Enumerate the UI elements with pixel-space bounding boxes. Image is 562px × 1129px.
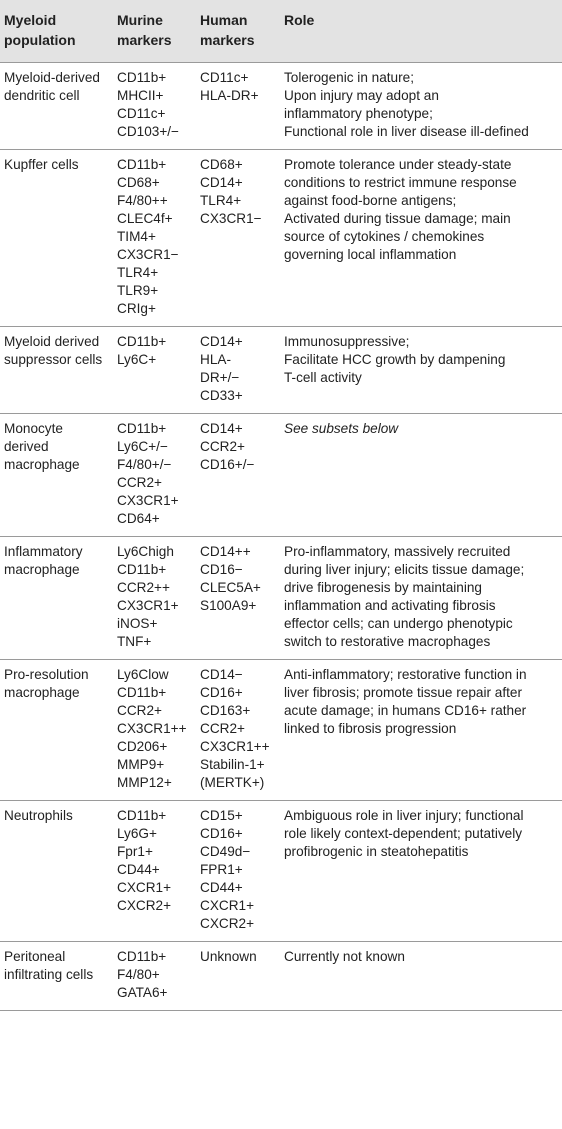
murine-marker: TNF+: [117, 634, 152, 649]
role-line: acute damage; in humans CD16+ rather: [284, 703, 527, 718]
murine-marker: CD103+/−: [117, 124, 179, 139]
table-row: [0, 801, 562, 942]
role-cell: [280, 150, 562, 327]
human-marker: (MERTK+): [200, 775, 265, 790]
role-line: effector cells; can undergo phenotypic: [284, 616, 513, 631]
population-line: Kupffer cells: [4, 157, 79, 172]
role-line: Pro-inflammatory, massively recruited: [284, 544, 511, 559]
human-marker: DR+/−: [200, 370, 240, 385]
header-murine: [113, 0, 196, 63]
role-line: Anti-inflammatory; restorative function in: [284, 667, 527, 682]
header-human: [196, 0, 280, 63]
role-line: Ambiguous role in liver injury; functional: [284, 808, 524, 823]
header-murine-line: Murine: [117, 12, 163, 28]
murine-marker: CD11b+: [117, 808, 167, 823]
header-human-line: markers: [200, 32, 255, 48]
role-cell: [280, 660, 562, 801]
population-cell: [0, 537, 113, 660]
population-cell: [0, 801, 113, 942]
population-line: suppressor cells: [4, 352, 103, 367]
human-marker: FPR1+: [200, 862, 243, 877]
murine-marker: F4/80+: [117, 967, 160, 982]
murine-marker: CX3CR1+: [117, 493, 179, 508]
human-markers-cell: [196, 801, 280, 942]
role-cell: [280, 327, 562, 414]
murine-marker: Ly6C+: [117, 352, 157, 367]
population-line: infiltrating cells: [4, 967, 94, 982]
header-role: [280, 0, 562, 63]
table-row: [0, 63, 562, 150]
human-marker: CD14++: [200, 544, 251, 559]
population-cell: [0, 414, 113, 537]
murine-marker: CXCR2+: [117, 898, 172, 913]
population-cell: [0, 660, 113, 801]
human-marker: CD16+: [200, 685, 243, 700]
murine-marker: Fpr1+: [117, 844, 153, 859]
murine-marker: CD11b+: [117, 70, 167, 85]
population-cell: [0, 327, 113, 414]
human-marker: CD14+: [200, 175, 243, 190]
human-marker: Stabilin-1+: [200, 757, 265, 772]
population-line: Myeloid derived: [4, 334, 100, 349]
table-body: [0, 63, 562, 1011]
murine-marker: CRIg+: [117, 301, 156, 316]
role-line: T-cell activity: [284, 370, 362, 385]
role-line: Upon injury may adopt an: [284, 88, 439, 103]
murine-markers-cell: [113, 150, 196, 327]
role-line: Facilitate HCC growth by dampening: [284, 352, 506, 367]
murine-marker: MMP9+: [117, 757, 165, 772]
role-cell: [280, 63, 562, 150]
human-marker: HLA-DR+: [200, 88, 259, 103]
population-line: macrophage: [4, 457, 80, 472]
header-row: [0, 0, 562, 63]
role-line: Functional role in liver disease ill-defined: [284, 124, 529, 139]
human-marker: CD33+: [200, 388, 243, 403]
human-marker: CLEC5A+: [200, 580, 261, 595]
murine-marker: Ly6Chigh: [117, 544, 174, 559]
murine-markers-cell: [113, 660, 196, 801]
murine-marker: CCR2+: [117, 475, 162, 490]
population-cell: [0, 63, 113, 150]
role-cell: [280, 414, 562, 537]
human-markers-cell: [196, 414, 280, 537]
role-line: Currently not known: [284, 949, 405, 964]
human-markers-cell: [196, 150, 280, 327]
murine-marker: CD206+: [117, 739, 168, 754]
population-line: macrophage: [4, 685, 80, 700]
human-marker: CD16+/−: [200, 457, 255, 472]
population-line: Inflammatory: [4, 544, 83, 559]
human-marker: CCR2+: [200, 439, 245, 454]
murine-marker: MHCII+: [117, 88, 164, 103]
human-marker: CX3CR1++: [200, 739, 270, 754]
murine-markers-cell: [113, 537, 196, 660]
table-row: [0, 414, 562, 537]
human-marker: Unknown: [200, 949, 257, 964]
table-row: [0, 150, 562, 327]
population-line: macrophage: [4, 562, 80, 577]
header-role-line: Role: [284, 12, 315, 28]
human-marker: CD16+: [200, 826, 243, 841]
murine-marker: CXCR1+: [117, 880, 172, 895]
murine-marker: iNOS+: [117, 616, 158, 631]
header-population-line: Myeloid: [4, 12, 57, 28]
human-marker: CD14−: [200, 667, 243, 682]
population-cell: [0, 942, 113, 1011]
population-cell: [0, 150, 113, 327]
population-line: derived: [4, 439, 49, 454]
murine-marker: CD11b+: [117, 685, 167, 700]
role-line: against food-borne antigens;: [284, 193, 457, 208]
human-marker: CD49d−: [200, 844, 251, 859]
table-row: [0, 942, 562, 1011]
human-marker: CD11c+: [200, 70, 249, 85]
human-marker: CD68+: [200, 157, 243, 172]
role-cell: [280, 801, 562, 942]
table-row: [0, 660, 562, 801]
role-line: profibrogenic in steatohepatitis: [284, 844, 469, 859]
murine-marker: GATA6+: [117, 985, 168, 1000]
header-population-line: population: [4, 32, 76, 48]
murine-marker: CD68+: [117, 175, 160, 190]
role-line: linked to fibrosis progression: [284, 721, 457, 736]
murine-marker: TLR9+: [117, 283, 159, 298]
human-marker: CX3CR1−: [200, 211, 262, 226]
human-marker: CXCR2+: [200, 916, 255, 931]
role-line: switch to restorative macrophages: [284, 634, 491, 649]
murine-marker: CD64+: [117, 511, 160, 526]
role-line: conditions to restrict immune response: [284, 175, 517, 190]
role-line: See subsets below: [284, 421, 399, 436]
murine-marker: CD44+: [117, 862, 160, 877]
human-marker: CD15+: [200, 808, 243, 823]
role-cell: [280, 942, 562, 1011]
murine-marker: CD11b+: [117, 562, 167, 577]
murine-marker: Ly6C+/−: [117, 439, 168, 454]
murine-marker: CX3CR1−: [117, 247, 179, 262]
murine-markers-cell: [113, 414, 196, 537]
role-line: Immunosuppressive;: [284, 334, 410, 349]
role-line: source of cytokines / chemokines: [284, 229, 485, 244]
human-markers-cell: [196, 327, 280, 414]
role-line: governing local inflammation: [284, 247, 457, 262]
murine-marker: MMP12+: [117, 775, 172, 790]
human-markers-cell: [196, 63, 280, 150]
role-line: role likely context-dependent; putatively: [284, 826, 523, 841]
human-markers-cell: [196, 942, 280, 1011]
murine-marker: CCR2+: [117, 703, 162, 718]
population-line: dendritic cell: [4, 88, 80, 103]
murine-marker: Ly6G+: [117, 826, 157, 841]
murine-marker: CD11b+: [117, 421, 167, 436]
human-markers-cell: [196, 660, 280, 801]
header-population: [0, 0, 113, 63]
murine-marker: Ly6Clow: [117, 667, 169, 682]
role-line: Tolerogenic in nature;: [284, 70, 414, 85]
role-line: Activated during tissue damage; main: [284, 211, 511, 226]
human-marker: CD163+: [200, 703, 251, 718]
murine-markers-cell: [113, 942, 196, 1011]
table-header: [0, 0, 562, 63]
human-marker: CD14+: [200, 421, 243, 436]
role-line: drive fibrogenesis by maintaining: [284, 580, 482, 595]
population-line: Pro-resolution: [4, 667, 89, 682]
murine-markers-cell: [113, 801, 196, 942]
murine-marker: CX3CR1++: [117, 721, 187, 736]
header-murine-line: markers: [117, 32, 172, 48]
murine-marker: CD11b+: [117, 334, 167, 349]
role-line: liver fibrosis; promote tissue repair after: [284, 685, 522, 700]
role-line: during liver injury; elicits tissue damage;: [284, 562, 525, 577]
murine-marker: F4/80+/−: [117, 457, 172, 472]
role-cell: [280, 537, 562, 660]
murine-marker: TLR4+: [117, 265, 159, 280]
human-marker: CXCR1+: [200, 898, 255, 913]
header-human-line: Human: [200, 12, 248, 28]
population-line: Monocyte: [4, 421, 63, 436]
murine-marker: CD11b+: [117, 157, 167, 172]
murine-marker: CD11c+: [117, 106, 166, 121]
human-marker: CD16−: [200, 562, 243, 577]
human-marker: CD14+: [200, 334, 243, 349]
human-marker: TLR4+: [200, 193, 242, 208]
murine-marker: CD11b+: [117, 949, 167, 964]
murine-marker: CCR2++: [117, 580, 170, 595]
human-marker: CD44+: [200, 880, 243, 895]
population-line: Neutrophils: [4, 808, 73, 823]
role-line: inflammatory phenotype;: [284, 106, 433, 121]
role-line: Promote tolerance under steady-state: [284, 157, 512, 172]
murine-marker: TIM4+: [117, 229, 156, 244]
population-line: Peritoneal: [4, 949, 66, 964]
murine-markers-cell: [113, 63, 196, 150]
table-row: [0, 327, 562, 414]
human-marker: HLA-: [200, 352, 231, 367]
murine-marker: F4/80++: [117, 193, 168, 208]
murine-markers-cell: [113, 327, 196, 414]
human-marker: CCR2+: [200, 721, 245, 736]
role-line: inflammation and activating fibrosis: [284, 598, 496, 613]
population-line: Myeloid-derived: [4, 70, 100, 85]
human-marker: S100A9+: [200, 598, 257, 613]
murine-marker: CLEC4f+: [117, 211, 173, 226]
table-row: [0, 537, 562, 660]
murine-marker: CX3CR1+: [117, 598, 179, 613]
human-markers-cell: [196, 537, 280, 660]
